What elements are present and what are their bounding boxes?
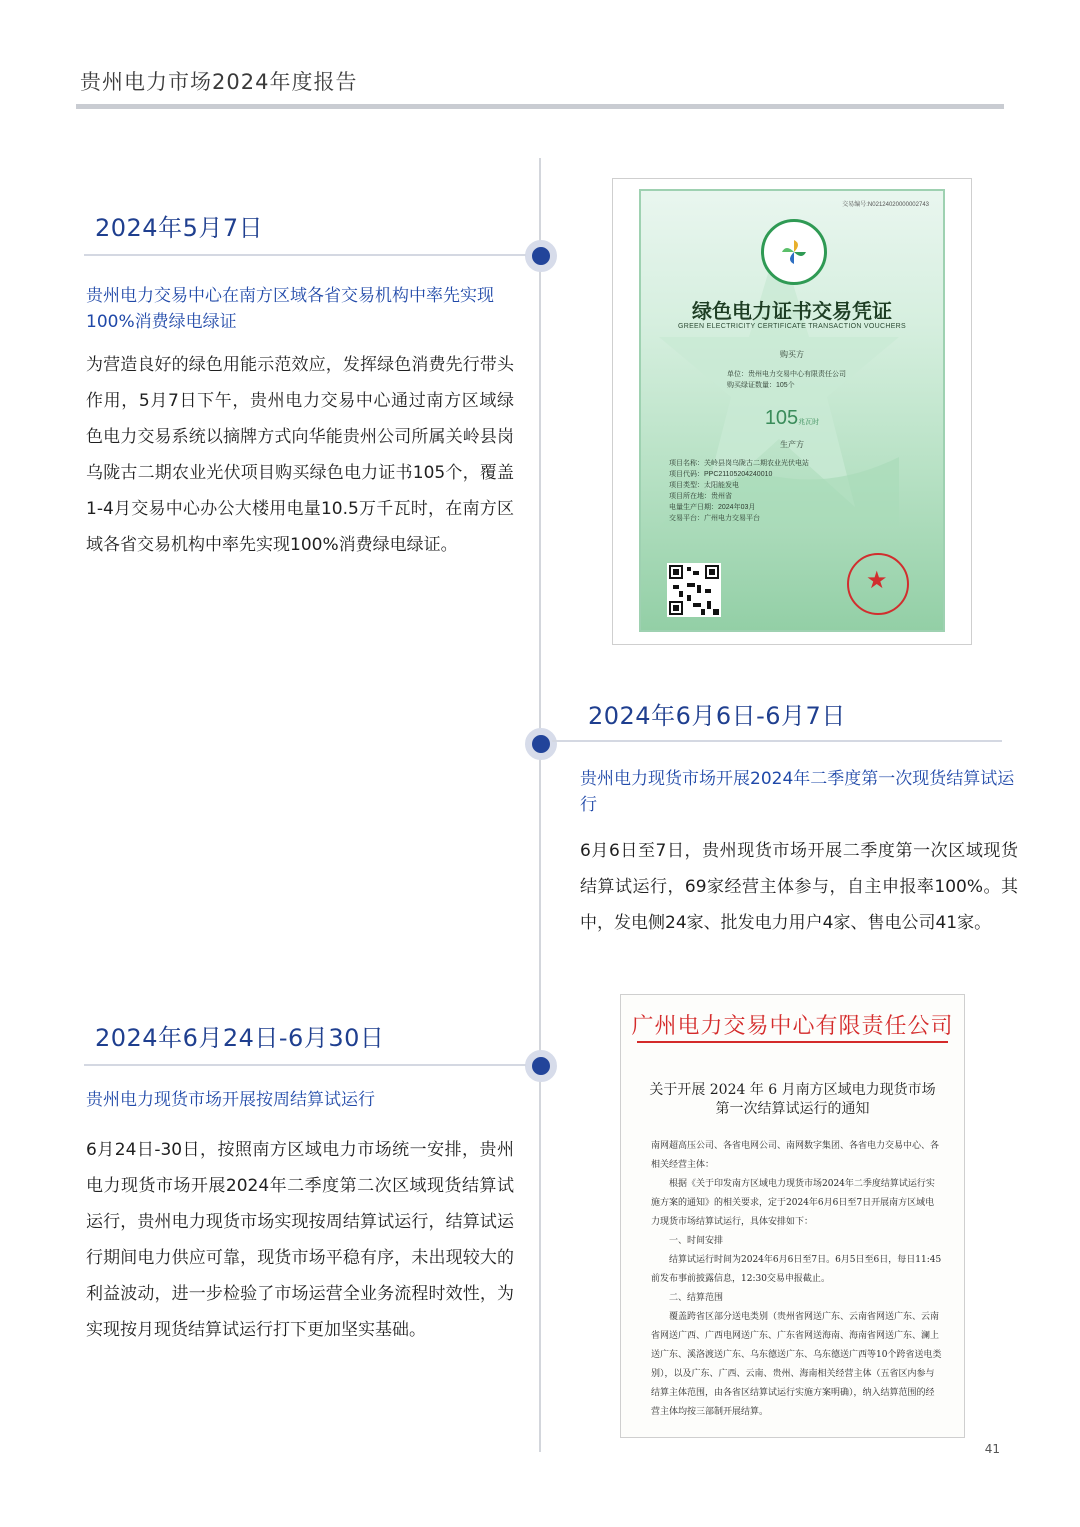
notice-paragraph: 一、时间安排 xyxy=(669,1236,724,1246)
timeline-dot-1 xyxy=(525,240,557,272)
certificate-card xyxy=(639,189,945,632)
date-divider xyxy=(84,1064,526,1066)
report-title: 贵州电力市场2024年度报告 xyxy=(80,70,358,94)
producer-details xyxy=(669,458,809,524)
page-number: 41 xyxy=(984,1442,1000,1456)
notice-title-line: 关于开展 2024 年 6 月南方区域电力现货市场 xyxy=(649,1082,936,1098)
producer-line: 项目名称：关岭县岗乌陇古二期农业光伏电站 xyxy=(669,460,809,467)
producer-line: 项目类型：太阳能发电 xyxy=(669,482,739,489)
notice-paragraph: 覆盖跨省区部分送电类别（贵州省网送广东、云南省网送广东、云南省网送广西、广西电网送广东、广东省网送海南、海南省网送广东、澜上送广东、溪洛渡送广东、乌东德送广东、乌东德送广西等10个跨省送电类别），以及广东、广西、云南、贵州、海南相关经营主体（五省区内参与结算主体范围，由各省区结算试运行实施方案明确），纳入结算范围的经营主体均按三部制开展结算。 xyxy=(651,1312,942,1417)
timeline-dot-3 xyxy=(525,1050,557,1082)
green-electricity-logo xyxy=(761,219,827,285)
entry-date: 2024年6月6日-6月7日 xyxy=(588,702,846,730)
producer-line: 项目代码：PPC21105204240010 xyxy=(669,471,773,478)
notice-paragraph: 结算试运行时间为2024年6月6日至7日。6月5日至6日，每日11:45前发布事前披露信息，12:30交易申报截止。 xyxy=(651,1255,942,1284)
notice-paragraph: 南网超高压公司、各省电网公司、南网数字集团、各省电力交易中心、各相关经营主体： xyxy=(651,1141,940,1170)
entry-body: 6月24日-30日，按照南方区域电力市场统一安排，贵州电力现货市场开展2024年二季度第二次区域现货结算试运行，贵州电力现货市场实现按周结算试运行，结算试运行期间电力供应可靠，现货市场平稳有序，未出现较大的利益波动，进一步检验了市场运营全业务流程时效性，为实现按月现货结算试运行打下更加坚实基础。 xyxy=(86,1140,514,1340)
date-divider xyxy=(84,254,526,256)
entry-body: 6月6日至7日，贵州现货市场开展二季度第一次区域现货结算试运行，69家经营主体参与，自主申报率100%。其中，发电侧24家、批发电力用户4家、售电公司41家。 xyxy=(580,841,1018,933)
notice-body xyxy=(651,1137,942,1422)
red-seal xyxy=(847,553,909,615)
amount-value: 105 xyxy=(764,407,799,429)
entry-headline: 贵州电力现货市场开展按周结算试运行 xyxy=(86,1090,375,1110)
producer-heading: 生产方 xyxy=(780,440,804,449)
certificate-image xyxy=(612,178,972,645)
amount-unit: 兆瓦时 xyxy=(798,419,820,426)
certificate-title: 绿色电力证书交易凭证 xyxy=(692,299,892,323)
pinwheel-icon xyxy=(780,238,808,266)
notice-document-image xyxy=(620,994,965,1438)
producer-line: 交易平台：广州电力交易平台 xyxy=(669,515,760,522)
producer-line: 电量生产日期：2024年03月 xyxy=(669,504,756,511)
red-header-line xyxy=(637,1041,948,1043)
entry-headline: 贵州电力交易中心在南方区域各省交易机构中率先实现100%消费绿电绿证 xyxy=(86,286,494,332)
date-divider xyxy=(552,740,1002,742)
buyer-unit: 单位：贵州电力交易中心有限责任公司 xyxy=(727,371,846,378)
certificate-subtitle: GREEN ELECTRICITY CERTIFICATE TRANSACTION VOUCHERS xyxy=(677,323,906,330)
header-divider xyxy=(76,104,1004,109)
notice-paragraph: 根据《关于印发南方区域电力现货市场2024年二季度结算试运行实施方案的通知》的相关要求，定于2024年6月6日至7日开展南方区域电力现货市场结算试运行，具体安排如下： xyxy=(651,1179,935,1227)
entry-date: 2024年5月7日 xyxy=(95,214,264,242)
qr-code-icon xyxy=(667,563,721,617)
buyer-count: 购买绿证数量：105个 xyxy=(727,382,795,389)
notice-paragraph: 二、结算范围 xyxy=(669,1293,724,1303)
transaction-number: 交易编号:N02124020000002743 xyxy=(842,202,929,208)
seal-star-icon: ★ xyxy=(866,567,888,594)
certificate-amount xyxy=(641,407,943,430)
timeline-line xyxy=(539,158,541,1452)
entry-headline: 贵州电力现货市场开展2024年二季度第一次现货结算试运行 xyxy=(580,769,1015,815)
notice-title-line: 第一次结算试运行的通知 xyxy=(715,1101,870,1117)
producer-line: 项目所在地：贵州省 xyxy=(669,493,732,500)
issuing-organization: 广州电力交易中心有限责任公司 xyxy=(631,1014,954,1039)
buyer-heading: 购买方 xyxy=(780,350,804,359)
notice-title xyxy=(621,1081,964,1119)
timeline-dot-2 xyxy=(525,728,557,760)
entry-date: 2024年6月24日-6月30日 xyxy=(95,1024,385,1052)
entry-body: 为营造良好的绿色用能示范效应，发挥绿色消费先行带头作用，5月7日下午，贵州电力交易中心通过南方区域绿色电力交易系统以摘牌方式向华能贵州公司所属关岭县岗乌陇古二期农业光伏项目购买绿色电力证书105个，覆盖1-4月交易中心办公大楼用电量10.5万千瓦时，在南方区域各省交易机构中率先实现100%消费绿电绿证。 xyxy=(86,355,514,555)
